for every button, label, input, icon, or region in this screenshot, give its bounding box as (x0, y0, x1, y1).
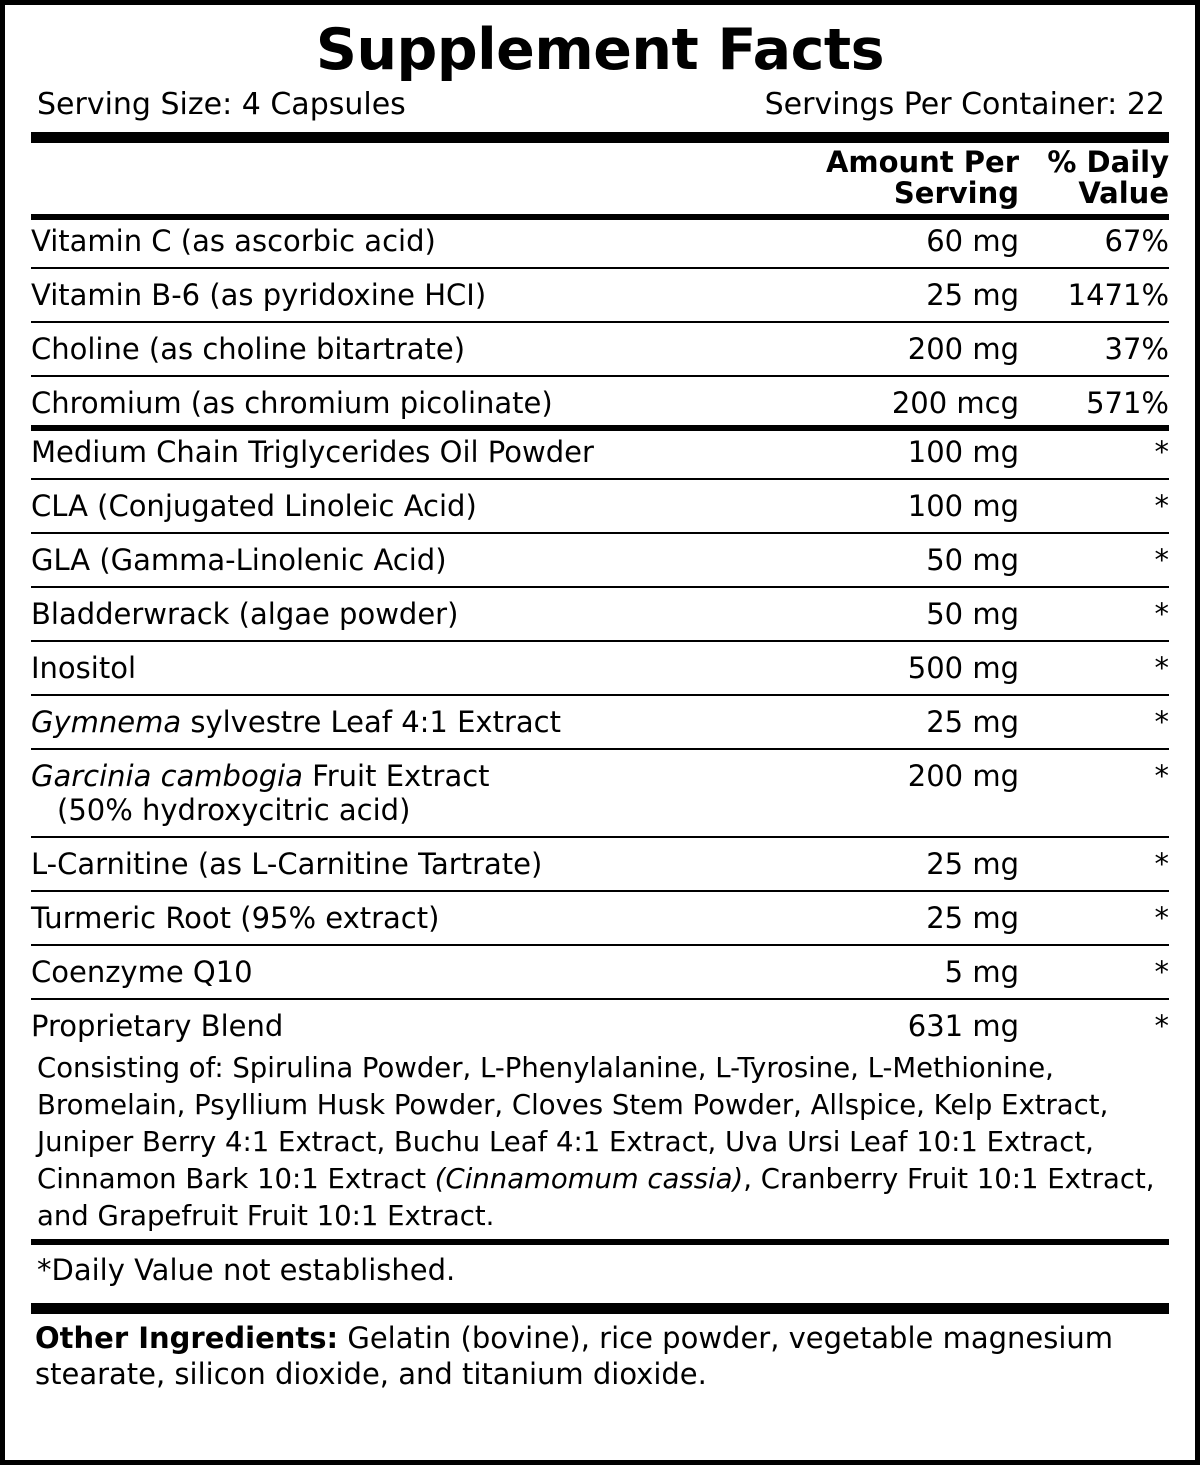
page-title: Supplement Facts (315, 17, 885, 83)
ingredient-name: CLA (Conjugated Linoleic Acid) (31, 489, 477, 524)
ingredient-name-italic: Garcinia cambogia (31, 759, 303, 794)
table-row-proprietary-blend (31, 1005, 1169, 1048)
table-row (31, 951, 1169, 994)
header-amount-line2: Serving (893, 176, 1019, 211)
daily-value-note: *Daily Value not established. (37, 1252, 456, 1287)
servings-per-container: Servings Per Container: 22 (764, 86, 1165, 122)
row-divider (31, 474, 1169, 485)
header-dv-line2: Value (1078, 176, 1169, 211)
table-row (31, 382, 1169, 425)
nutrient-amount: 200 mg (907, 332, 1019, 367)
row-divider (31, 886, 1169, 897)
ingredient-amount: 500 mg (907, 651, 1019, 686)
ingredient-amount: 50 mg (926, 597, 1019, 632)
ingredient-name: Bladderwrack (algae powder) (31, 597, 459, 632)
blend-name: Proprietary Blend (31, 1009, 284, 1044)
table-header-row (31, 143, 1169, 215)
table-row (31, 647, 1169, 690)
table-row (31, 593, 1169, 636)
ingredient-amount: 100 mg (907, 489, 1019, 524)
nutrient-name: Vitamin C (as ascorbic acid) (31, 224, 436, 259)
other-ingredients-label: Other Ingredients: (35, 1320, 339, 1355)
header-daily-value (1019, 143, 1169, 215)
divider-thick-top (31, 132, 1169, 143)
nutrient-name: Vitamin B-6 (as pyridoxine HCI) (31, 278, 487, 313)
header-amount-line1: Amount Per (825, 144, 1019, 179)
table-row (31, 485, 1169, 528)
ingredient-name: L-Carnitine (as L-Carnitine Tartrate) (31, 847, 543, 882)
ingredient-dv: * (1154, 435, 1169, 470)
ingredient-name-italic: Gymnema (31, 705, 182, 740)
ingredient-amount: 25 mg (926, 901, 1019, 936)
serving-size: Serving Size: 4 Capsules (37, 86, 406, 122)
row-divider (31, 994, 1169, 1005)
ingredient-name: Inositol (31, 651, 137, 686)
blend-amount: 631 mg (907, 1009, 1019, 1044)
ingredient-amount: 5 mg (944, 955, 1019, 990)
ingredient-amount: 200 mg (907, 759, 1019, 794)
nutrient-dv: 571% (1086, 386, 1169, 421)
nutrient-amount: 200 mcg (891, 386, 1019, 421)
header-amount-per-serving (804, 143, 1019, 215)
ingredient-name (31, 701, 804, 744)
nutrient-name: Chromium (as chromium picolinate) (31, 386, 553, 421)
blend-description-pre: Consisting of: Spirulina Powder, L-Phenylalanine, L-Tyrosine, L-Methionine, Bromelain, Psyllium Husk Powder, Cloves Stem Powder, Allspice, Kelp Extract, Juniper Berry 4:1 Extract, Buchu Leaf 4:1 Extract, Uva Ursi Leaf 10:1 Extract, Cinnamon Bark 10:1 Extract (37, 1052, 1109, 1195)
table-row (31, 755, 1169, 832)
row-divider (31, 263, 1169, 274)
table-row (31, 701, 1169, 744)
blend-description (31, 1048, 1169, 1238)
blend-description-post: , Cranberry Fruit 10:1 Extract, and Grapefruit Fruit 10:1 Extract. (37, 1163, 1155, 1232)
ingredient-name-rest: sylvestre Leaf 4:1 Extract (181, 705, 561, 740)
ingredient-dv: * (1154, 597, 1169, 632)
table-row (31, 274, 1169, 317)
ingredient-dv: * (1154, 651, 1169, 686)
nutrient-amount: 25 mg (926, 278, 1019, 313)
row-divider (31, 317, 1169, 328)
row-divider (31, 744, 1169, 755)
ingredient-name: GLA (Gamma-Linolenic Acid) (31, 543, 447, 578)
blend-dv: * (1154, 1009, 1169, 1044)
row-divider (31, 940, 1169, 951)
ingredients-table (31, 431, 1169, 1048)
ingredient-amount: 100 mg (907, 435, 1019, 470)
header-dv-line1: % Daily (1047, 144, 1169, 179)
facts-table (31, 143, 1169, 215)
table-row (31, 539, 1169, 582)
ingredient-name-subline: (50% hydroxycitric acid) (57, 793, 411, 828)
row-divider (31, 582, 1169, 593)
ingredient-name (31, 755, 804, 832)
table-row (31, 328, 1169, 371)
row-divider (31, 636, 1169, 647)
ingredient-dv: * (1154, 901, 1169, 936)
row-divider (31, 690, 1169, 701)
row-divider (31, 832, 1169, 843)
ingredient-name: Coenzyme Q10 (31, 955, 253, 990)
other-ingredients-text: Gelatin (bovine), rice powder, vegetable magnesium stearate, silicon dioxide, and titanium dioxide. (35, 1320, 1114, 1392)
row-divider (31, 371, 1169, 382)
serving-info-row (31, 87, 1169, 122)
nutrient-amount: 60 mg (926, 224, 1019, 259)
table-row (31, 431, 1169, 474)
row-divider (31, 528, 1169, 539)
table-row (31, 897, 1169, 940)
divider-thick-bottom (31, 1303, 1169, 1314)
table-row (31, 220, 1169, 263)
ingredient-dv: * (1154, 543, 1169, 578)
header-spacer (31, 143, 804, 215)
nutrient-dv: 1471% (1067, 278, 1169, 313)
ingredient-name: Medium Chain Triglycerides Oil Powder (31, 435, 594, 470)
ingredient-dv: * (1154, 955, 1169, 990)
table-row (31, 843, 1169, 886)
blend-description-italic: (Cinnamomum cassia) (434, 1163, 744, 1195)
ingredient-amount: 25 mg (926, 705, 1019, 740)
ingredient-dv: * (1154, 489, 1169, 524)
nutrient-name: Choline (as choline bitartrate) (31, 332, 466, 367)
ingredient-dv: * (1154, 705, 1169, 740)
other-ingredients (31, 1314, 1169, 1393)
nutrient-dv: 67% (1104, 224, 1169, 259)
ingredient-amount: 50 mg (926, 543, 1019, 578)
ingredient-dv: * (1154, 847, 1169, 882)
ingredient-amount: 25 mg (926, 847, 1019, 882)
nutrient-dv: 37% (1104, 332, 1169, 367)
vitamins-table (31, 220, 1169, 425)
ingredient-name-rest: Fruit Extract (302, 759, 490, 794)
ingredient-name: Turmeric Root (95% extract) (31, 901, 440, 936)
ingredient-dv: * (1154, 759, 1169, 794)
